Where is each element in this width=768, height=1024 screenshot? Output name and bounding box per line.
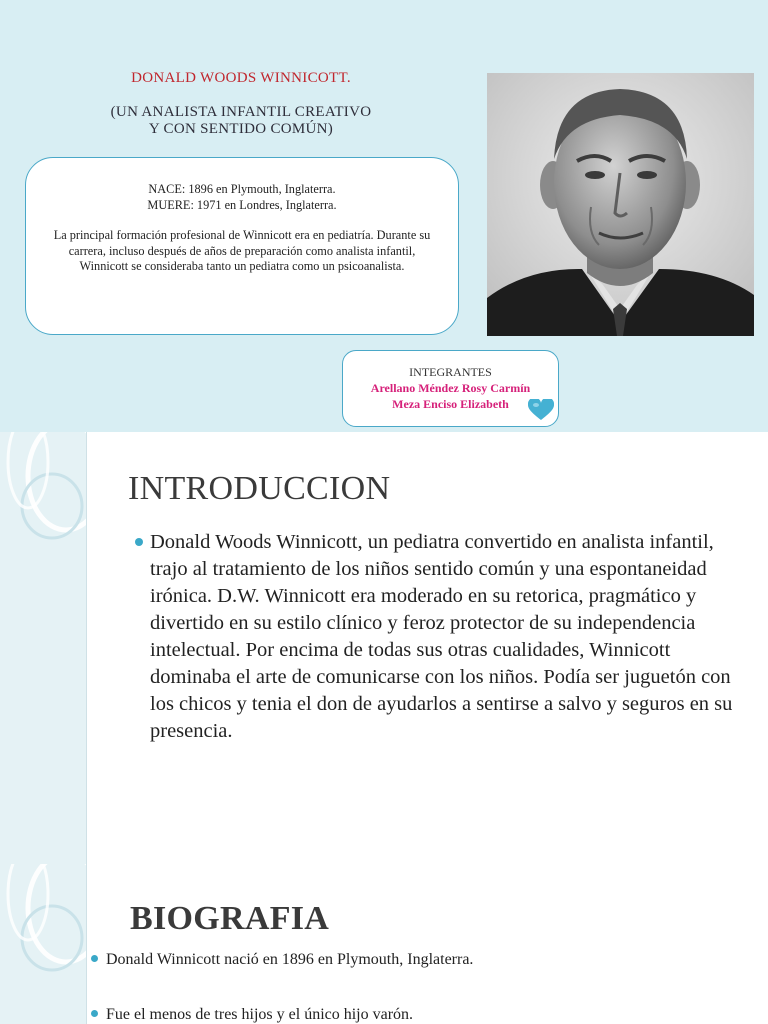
intro-heading: INTRODUCCION xyxy=(128,470,391,507)
bullet-icon xyxy=(135,538,143,546)
slide-divider xyxy=(86,432,87,864)
portrait-image xyxy=(487,73,754,336)
intro-paragraph: Donald Woods Winnicott, un pediatra convertido en analista infantil, trajo al tratamiento de los niños sentido común y una espontaneidad irónica. D.W. Winnicott era moderado en su retorica, pragmático y divertido en su estilo clínico y feroz protector de su independencia intelectual. Por encima de todas sus otras cualidades, Winnicott dominaba el arte de comunicarse con los niños. Podía ser juguetón con los chicos y tenia el don de ayudarlos a sentirse a salvo y seguros en su presencia. xyxy=(150,531,733,742)
members-header: INTEGRANTES xyxy=(409,365,492,379)
info-box xyxy=(25,157,459,335)
heart-icon xyxy=(528,399,554,421)
biography-slide xyxy=(0,864,768,1024)
member-name: Arellano Méndez Rosy Carmín xyxy=(370,381,531,395)
intro-slide xyxy=(0,432,768,864)
summary-text: La principal formación profesional de Winnicott era en pediatría. Durante su carrera, incluso después de años de preparación como analista infantil, Winnicott se consideraba tanto un pediatra como un psicoanalista. xyxy=(53,228,431,273)
biography-heading: BIOGRAFIA xyxy=(130,900,330,937)
member-name: Meza Enciso Elizabeth xyxy=(392,397,509,411)
swirl-decoration xyxy=(0,432,86,864)
swirl-decoration xyxy=(0,864,86,1024)
died-line: MUERE: 1971 en Londres, Inglaterra. xyxy=(147,197,337,212)
biography-item: Donald Winnicott nació en 1896 en Plymouth, Inglaterra. xyxy=(106,951,474,968)
slide-divider xyxy=(86,864,87,1024)
members-box xyxy=(342,350,559,427)
biography-item: Fue el menos de tres hijos y el único hijo varón. xyxy=(106,1006,414,1023)
bullet-icon xyxy=(91,1010,98,1017)
presentation-title: DONALD WOODS WINNICOTT. xyxy=(131,70,351,86)
bullet-icon xyxy=(91,955,98,962)
title-slide xyxy=(0,0,768,432)
portrait-photo xyxy=(487,73,754,336)
presentation-subtitle: (UN ANALISTA INFANTIL CREATIVO Y CON SENTIDO COMÚN) xyxy=(110,104,372,137)
born-line: NACE: 1896 en Plymouth, Inglaterra. xyxy=(148,182,336,196)
